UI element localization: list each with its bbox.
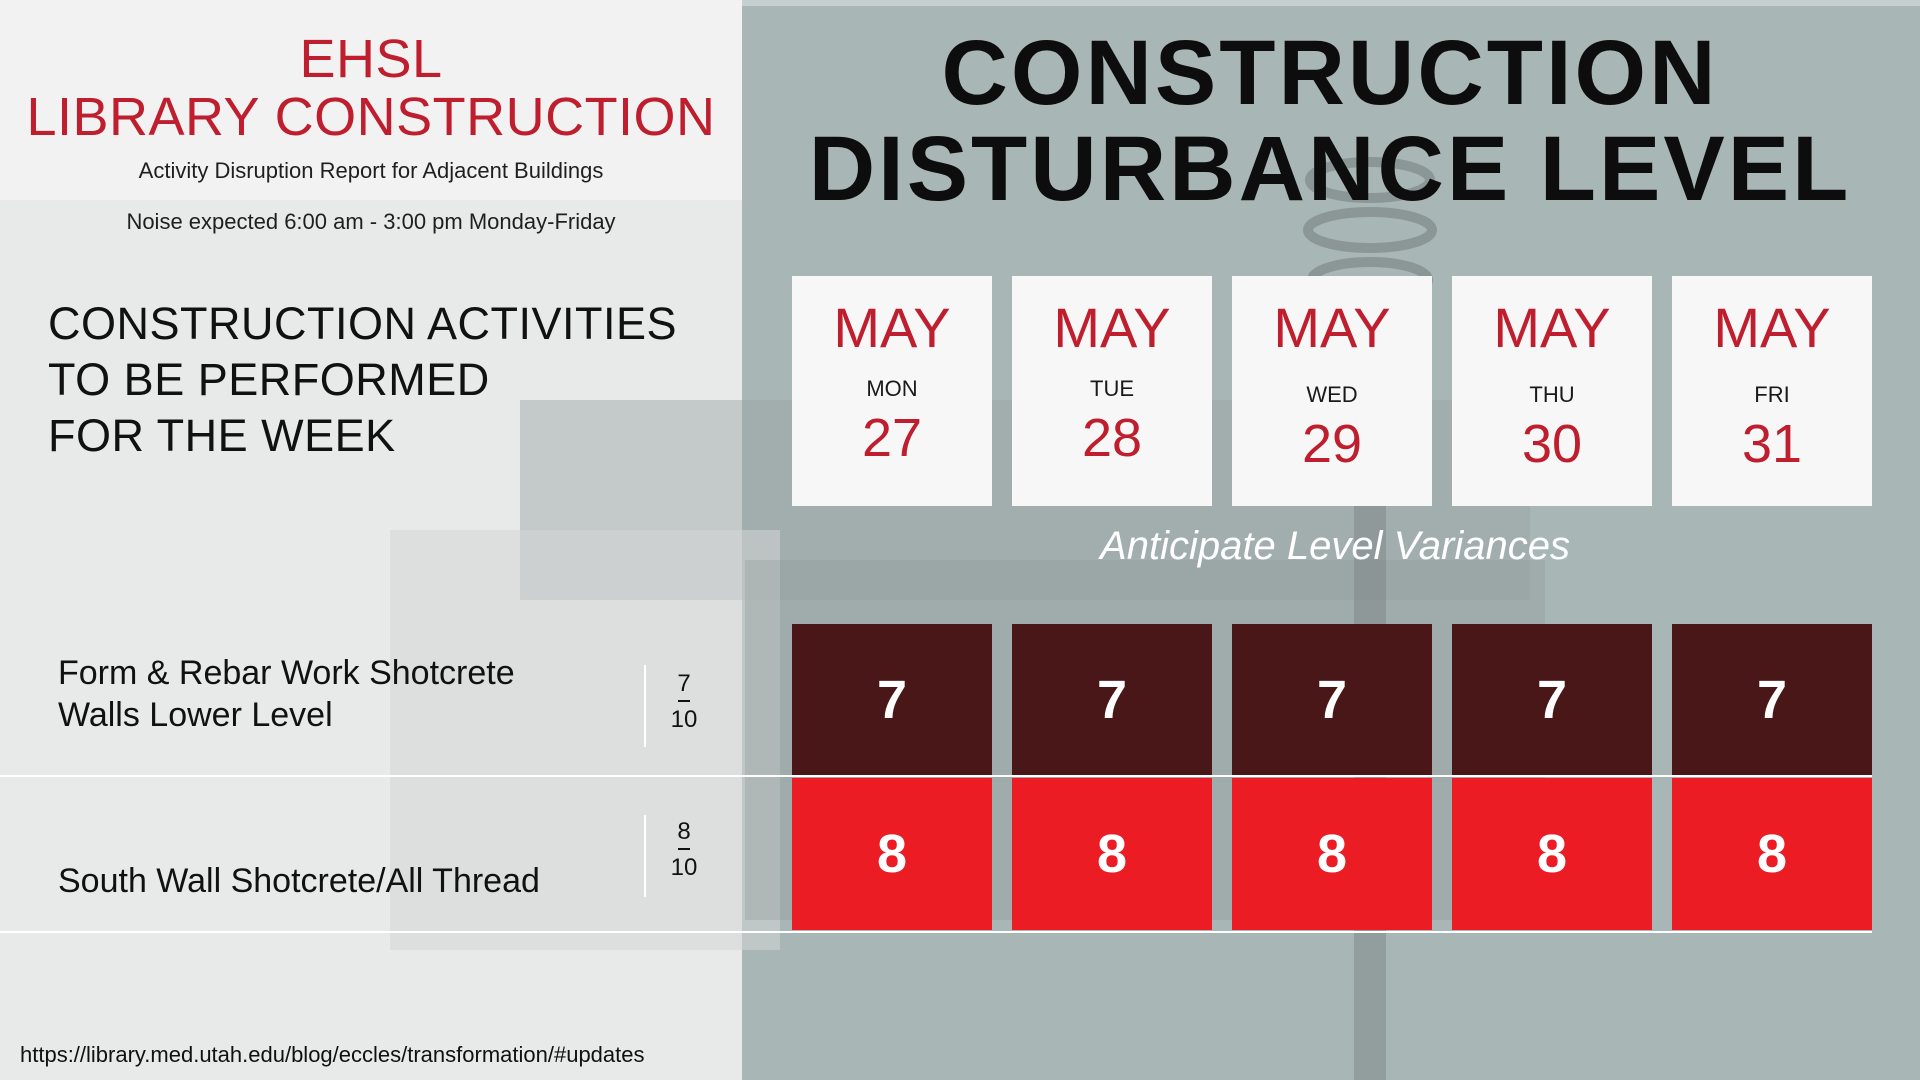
score-value: 7 [677, 670, 691, 697]
level-cell-row2-thu: 8 [1452, 778, 1652, 930]
header-subtitle: Activity Disruption Report for Adjacent Buildings [138, 158, 604, 183]
level-cell-row2-wed: 8 [1232, 778, 1432, 930]
day-weekday: FRI [1754, 382, 1790, 407]
day-date: 28 [1081, 408, 1143, 468]
header-title-ehsl: EHSL [299, 29, 443, 89]
activities-heading-line: CONSTRUCTION ACTIVITIES [48, 298, 678, 349]
day-month: MAY [833, 296, 951, 359]
activities-heading-line: FOR THE WEEK [48, 410, 396, 461]
day-month: MAY [1273, 296, 1391, 359]
day-date: 29 [1301, 414, 1363, 474]
day-weekday: THU [1529, 382, 1575, 407]
level-cell-row1-fri: 7 [1672, 624, 1872, 775]
score-max: 10 [670, 854, 698, 881]
row-divider [0, 931, 1872, 933]
day-weekday: MON [866, 376, 918, 401]
day-month: MAY [1493, 296, 1611, 359]
activity-label-form-rebar [58, 652, 515, 736]
day-card-fri [1672, 276, 1872, 506]
day-month: MAY [1053, 296, 1171, 359]
top-strip [742, 0, 1920, 6]
level-cell-row1-tue: 7 [1012, 624, 1212, 775]
score-divider [644, 815, 646, 897]
variance-note: Anticipate Level Variances [1100, 524, 1570, 568]
score-divider [644, 665, 646, 747]
level-cell-row2-mon: 8 [792, 778, 992, 930]
activities-heading [48, 296, 677, 464]
row-divider [0, 775, 1872, 777]
main-title-line: CONSTRUCTION [941, 22, 1719, 124]
activity-label-line: South Wall Shotcrete/All Thread [58, 862, 540, 900]
fraction-bar [678, 700, 690, 702]
activity-label-line: Form & Rebar Work Shotcrete [58, 654, 515, 692]
day-weekday: WED [1306, 382, 1358, 407]
day-card-tue [1012, 276, 1212, 506]
day-date: 30 [1521, 414, 1583, 474]
day-month: MAY [1713, 296, 1831, 359]
fraction-bar [678, 848, 690, 850]
day-card-thu [1452, 276, 1652, 506]
header-title-library-construction: LIBRARY CONSTRUCTION [26, 87, 716, 147]
day-date: 27 [861, 408, 923, 468]
level-cell-row2-tue: 8 [1012, 778, 1212, 930]
level-cell-row2-fri: 8 [1672, 778, 1872, 930]
main-title-line: DISTURBANCE LEVEL [808, 118, 1852, 220]
level-cell-row1-wed: 7 [1232, 624, 1432, 775]
activity-label-south-wall [58, 860, 540, 902]
activity-score-8-of-10 [662, 820, 706, 880]
level-cell-row1-thu: 7 [1452, 624, 1652, 775]
score-max: 10 [670, 706, 698, 733]
activities-heading-line: TO BE PERFORMED [48, 354, 490, 405]
activity-label-line: Walls Lower Level [58, 696, 333, 734]
day-card-wed [1232, 276, 1432, 506]
footer-url-link[interactable]: https://library.med.utah.edu/blog/eccles/transformation/#updates [20, 1042, 645, 1067]
noise-schedule: Noise expected 6:00 am - 3:00 pm Monday-Friday [126, 209, 616, 234]
activity-score-7-of-10 [662, 672, 706, 732]
score-value: 8 [677, 818, 691, 845]
day-card-mon [792, 276, 992, 506]
day-weekday: TUE [1090, 376, 1134, 401]
level-cell-row1-mon: 7 [792, 624, 992, 775]
day-date: 31 [1741, 414, 1803, 474]
